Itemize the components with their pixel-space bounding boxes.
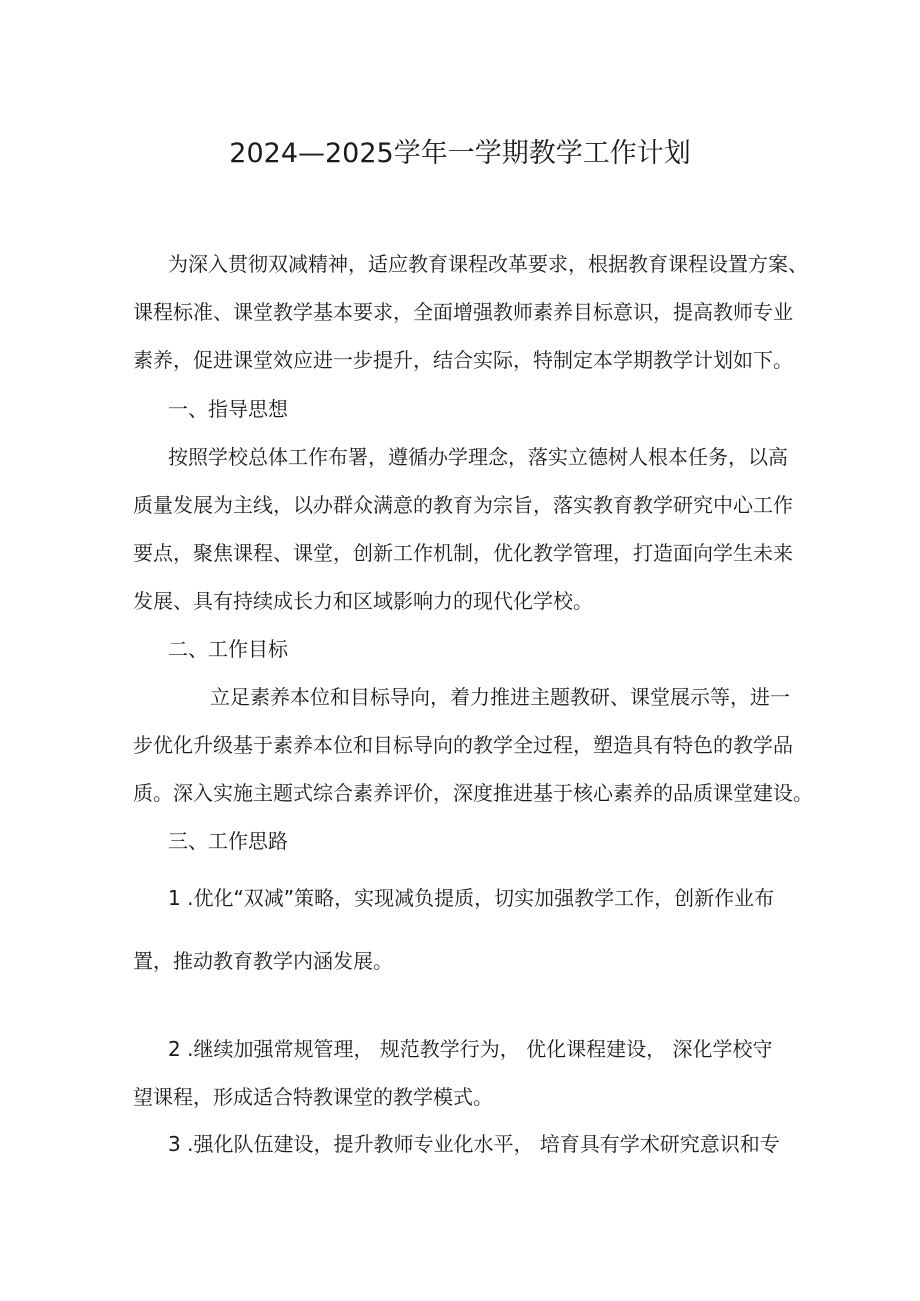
item-2-line-2: 望课程，形成适合特教课堂的教学模式。 <box>133 1085 493 1109</box>
goals-line-2: 步优化升级基于素养本位和目标导向的教学全过程，塑造具有特色的教学品 <box>133 733 793 757</box>
intro-line-2: 课程标准、课堂教学基本要求，全面增强教师素养目标意识，提高教师专业 <box>133 300 793 324</box>
intro-line-1: 为深入贯彻双减精神，适应教育课程改革要求，根据教育课程设置方案、 <box>168 252 808 276</box>
guiding-line-4: 发展、具有持续成长力和区域影响力的现代化学校。 <box>133 589 593 613</box>
item-1-line-1: 1 .优化“双减”策略，实现减负提质，切实加强教学工作，创新作业布 <box>168 886 775 910</box>
document-title: 2024—2025学年一学期教学工作计划 <box>229 138 691 169</box>
goals-line-1: 立足素养本位和目标导向，着力推进主题教研、课堂展示等，进一 <box>210 685 790 709</box>
section-heading-guiding-thought: 一、指导思想 <box>168 397 288 421</box>
guiding-line-3: 要点，聚焦课程、课堂，创新工作机制，优化教学管理，打造面向学生未来 <box>133 541 793 565</box>
guiding-line-2: 质量发展为主线，以办群众满意的教育为宗旨，落实教育教学研究中心工作 <box>133 493 793 517</box>
goals-line-3: 质。深入实施主题式综合素养评价，深度推进基于核心素养的品质课堂建设。 <box>133 781 813 805</box>
guiding-line-1: 按照学校总体工作布署，遵循办学理念，落实立德树人根本任务，以高 <box>168 445 788 469</box>
section-heading-work-ideas: 三、工作思路 <box>168 829 288 853</box>
intro-line-3: 素养，促进课堂效应进一步提升，结合实际，特制定本学期教学计划如下。 <box>133 348 793 372</box>
item-1-line-2: 置，推动教育教学内涵发展。 <box>133 949 393 973</box>
section-heading-work-goals: 二、工作目标 <box>168 637 288 661</box>
item-3-line-1: 3 .强化队伍建设，提升教师专业化水平， 培育具有学术研究意识和专 <box>168 1132 780 1156</box>
item-2-line-1: 2 .继续加强常规管理， 规范教学行为， 优化课程建设， 深化学校守 <box>168 1037 773 1061</box>
